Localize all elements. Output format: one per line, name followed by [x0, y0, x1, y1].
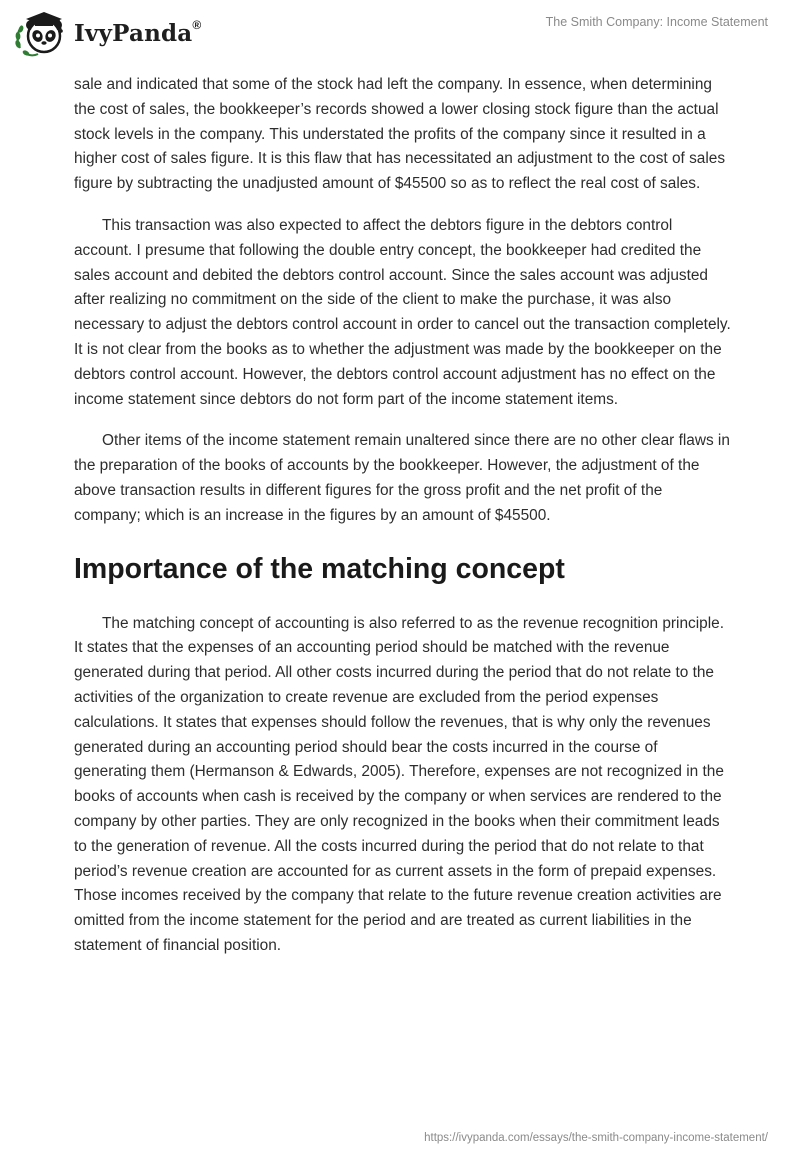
source-url[interactable]: https://ivypanda.com/essays/the-smith-company-income-statement/ — [424, 1132, 768, 1144]
essay-body — [74, 73, 732, 976]
paragraph: sale and indicated that some of the stock had left the company. In essence, when determining the cost of sales, the bookkeeper’s records showed a lower closing stock figure than the actual stock levels in the company. This understated the profits of the company since it resulted in a higher cost of sales figure. It is this flaw that has necessitated an adjustment to the cost of sales figure by subtracting the unadjusted amount of $45500 so as to reflect the real cost of sales. — [74, 76, 726, 193]
brand-name: IvyPanda® — [74, 17, 202, 47]
paragraph: Other items of the income statement remain unaltered since there are no other clear flaws in the preparation of the books of accounts by the bookkeeper. However, the adjustment of the above transaction results in different figures for the gross profit and the net profit of the company; which is an increase in the figures by an amount of $45500. — [74, 432, 730, 524]
paragraph: The matching concept of accounting is also referred to as the revenue recognition principle. It states that the expenses of an accounting period should be matched with the revenue generated during that period. All other costs incurred during the period that do not relate to the activities of the organization to create revenue are excluded from the period expenses calculations. It states that expenses should follow the revenues, that is why only the revenues generated during an accounting period should bear the costs incurred in the course of generating them (Hermanson & Edwards, 2005). Therefore, expenses are not recognized in the books of accounts when cash is received by the company or when services are rendered to the company by other parties. They are only recognized in the books when their commitment leads to the generation of revenue. All the costs incurred during the period that do not relate to that period’s revenue creation are accounted for as current assets in the form of prepaid expenses. Those incomes received by the company that relate to the future revenue creation activities are omitted from the income statement for the period and are treated as current liabilities in the statement of financial position. — [74, 614, 724, 954]
document-title: The Smith Company: Income Statement — [545, 15, 768, 29]
page-header — [0, 0, 800, 66]
section-heading: Importance of the matching concept — [74, 552, 565, 585]
paragraph: This transaction was also expected to affect the debtors figure in the debtors control account. I presume that following the double entry concept, the bookkeeper had credited the sales account and debited the debtors control account. Since the sales account was adjusted after realizing no commitment on the side of the client to make the purchase, it was also necessary to adjust the debtors control account in order to cancel out the transaction completely. It is not clear from the books as to whether the adjustment was made by the bookkeeper on the debtors control account. However, the debtors control account adjustment has no effect on the income statement since debtors do not form part of the income statement items. — [74, 216, 731, 408]
panda-graduate-icon — [14, 8, 68, 58]
ivypanda-logo[interactable] — [14, 8, 201, 58]
registered-mark: ® — [192, 17, 202, 32]
